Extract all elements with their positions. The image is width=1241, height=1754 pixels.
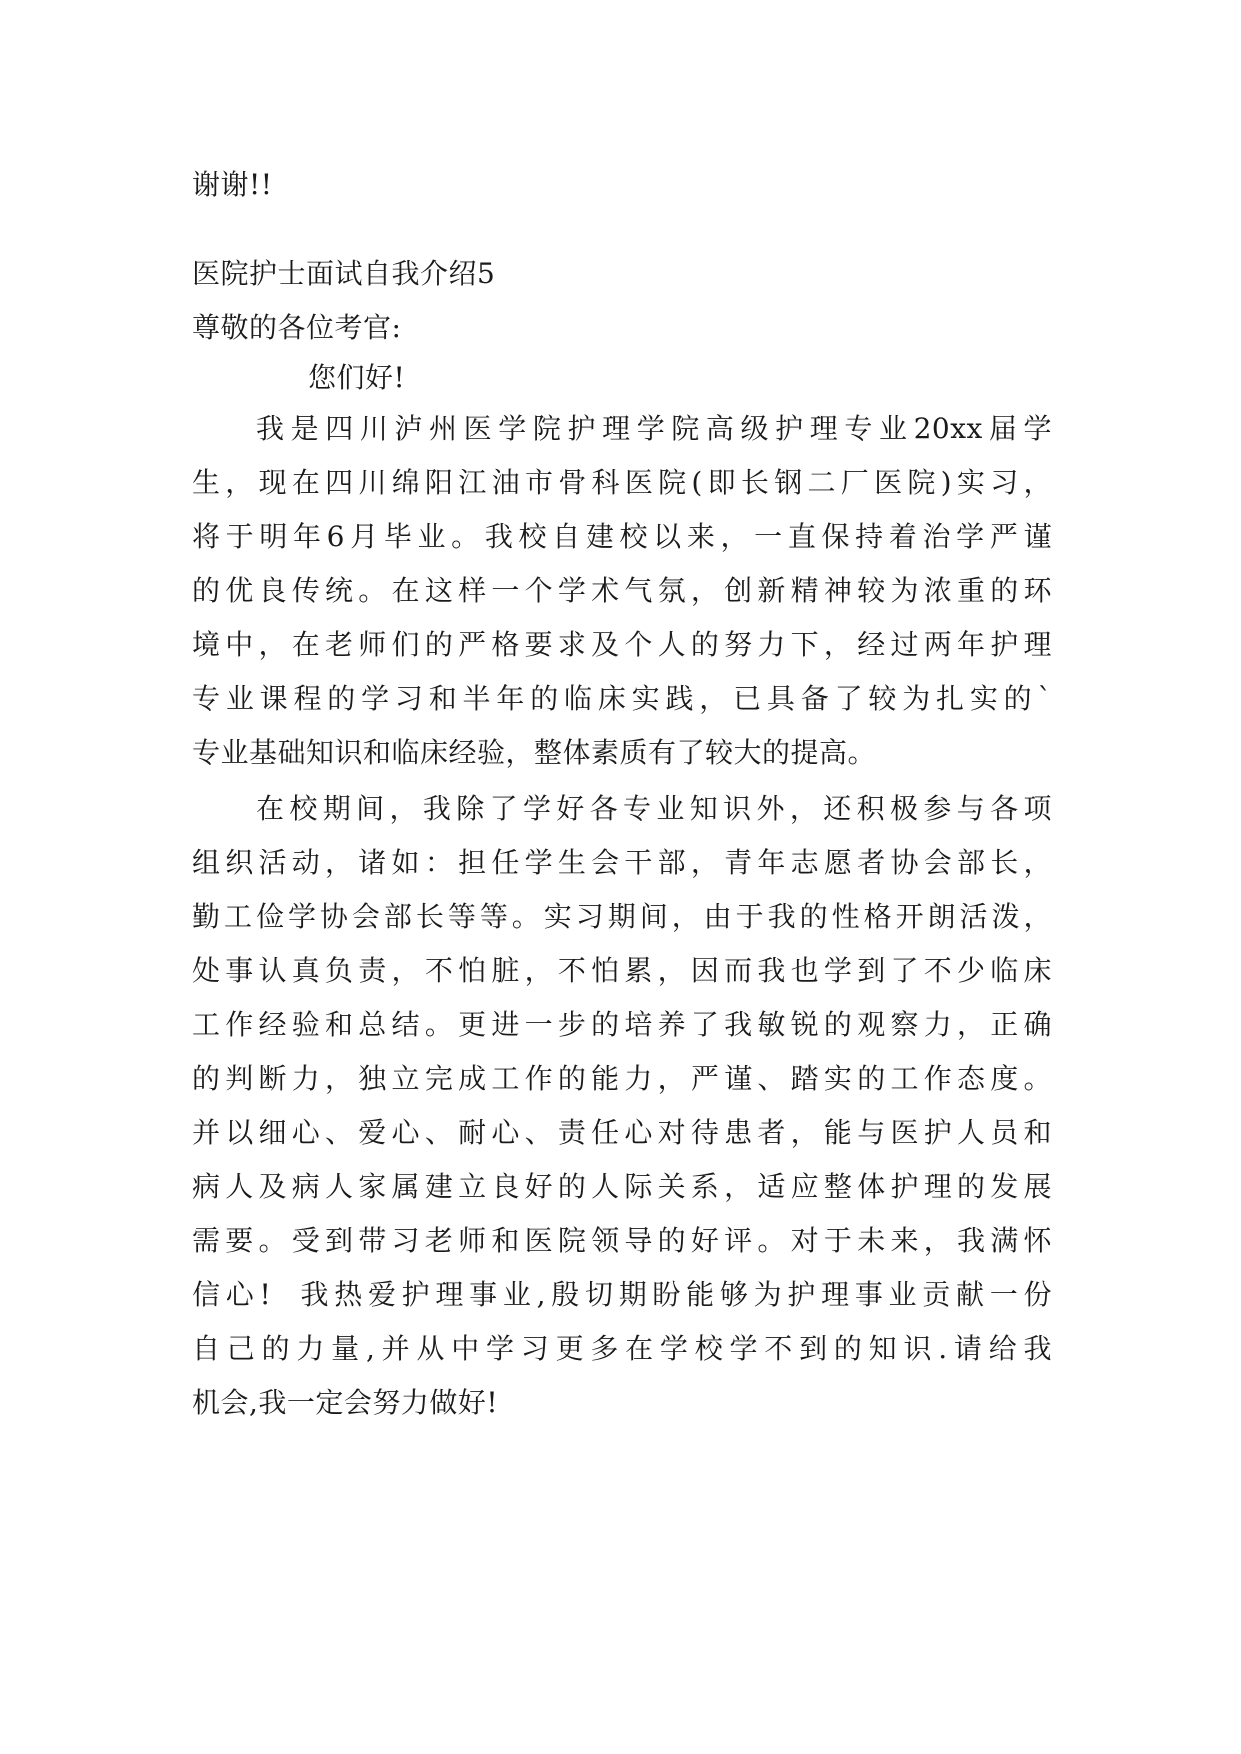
paragraph-2-line-11: 自己的力量,并从中学习更多在学校学不到的知识.请给我 xyxy=(192,1332,1052,1365)
salutation: 尊敬的各位考官: xyxy=(192,311,402,344)
paragraph-2-line-7: 并以细心、爱心、耐心、责任心对待患者，能与医护人员和 xyxy=(192,1116,1052,1149)
paragraph-1-line-6: 专业课程的学习和半年的临床实践，已具备了较为扎实的` xyxy=(192,682,1052,715)
paragraph-1-line-5: 境中，在老师们的严格要求及个人的努力下，经过两年护理 xyxy=(192,628,1052,661)
paragraph-2-line-5: 工作经验和总结。更进一步的培养了我敏锐的观察力，正确 xyxy=(192,1008,1052,1041)
paragraph-2-line-12: 机会,我一定会努力做好! xyxy=(192,1386,499,1419)
paragraph-2-line-9: 需要。受到带习老师和医院领导的好评。对于未来，我满怀 xyxy=(192,1224,1052,1257)
paragraph-1-line-1: 我是四川泸州医学院护理学院高级护理专业20xx届学 xyxy=(256,412,1052,445)
closing-text: 谢谢!! xyxy=(192,168,273,201)
paragraph-1-line-4: 的优良传统。在这样一个学术气氛，创新精神较为浓重的环 xyxy=(192,574,1052,607)
paragraph-2-line-10: 信心! 我热爱护理事业,殷切期盼能够为护理事业贡献一份 xyxy=(192,1278,1052,1311)
paragraph-2-line-1: 在校期间，我除了学好各专业知识外，还积极参与各项 xyxy=(256,792,1052,825)
section-heading: 医院护士面试自我介绍5 xyxy=(192,257,496,290)
paragraph-2-line-6: 的判断力，独立完成工作的能力，严谨、踏实的工作态度。 xyxy=(192,1062,1052,1095)
paragraph-2-line-2: 组织活动，诸如：担任学生会干部，青年志愿者协会部长， xyxy=(192,846,1052,879)
paragraph-1-line-3: 将于明年6月毕业。我校自建校以来，一直保持着治学严谨 xyxy=(192,520,1052,553)
paragraph-1-line-7: 专业基础知识和临床经验，整体素质有了较大的提高。 xyxy=(192,736,877,769)
paragraph-2-line-4: 处事认真负责，不怕脏，不怕累，因而我也学到了不少临床 xyxy=(192,954,1052,987)
paragraph-1-line-2: 生，现在四川绵阳江油市骨科医院(即长钢二厂医院)实习， xyxy=(192,466,1052,499)
paragraph-2-line-3: 勤工俭学协会部长等等。实习期间，由于我的性格开朗活泼， xyxy=(192,900,1052,933)
greeting: 您们好! xyxy=(308,361,406,394)
paragraph-2-line-8: 病人及病人家属建立良好的人际关系，适应整体护理的发展 xyxy=(192,1170,1052,1203)
